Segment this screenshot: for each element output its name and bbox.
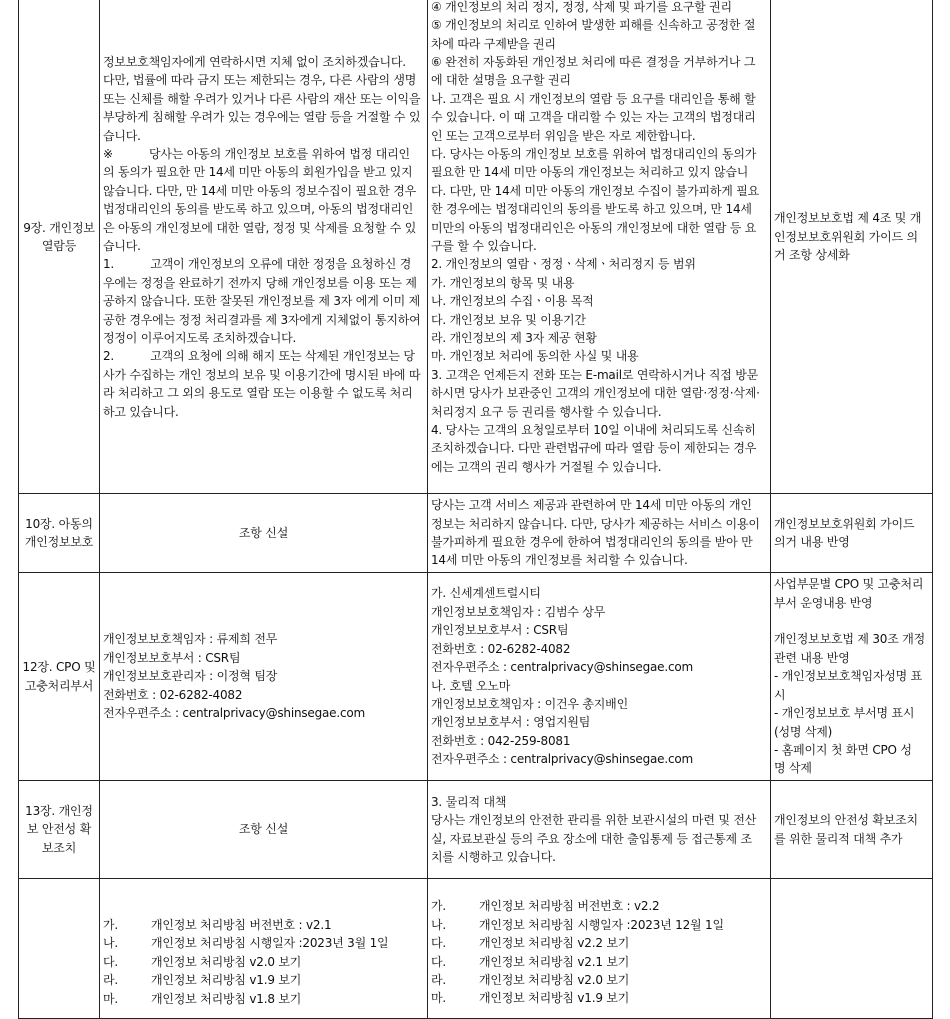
after-cell	[428, 781, 771, 879]
list-item-number: 다.	[431, 954, 447, 969]
text-line: 1. 고객이 개인정보의 오류에 대한 정정을 요청하신 경	[103, 257, 412, 272]
text-line: 거 조항 상세화	[774, 248, 850, 263]
text-line: 필요한 만 14세 미만 아동의 개인정보는 처리하고 있지 않습니	[431, 165, 749, 180]
text-line: 나. 고객은 필요 시 개인정보의 열람 등 요구를 대리인을 통해 할	[431, 91, 756, 106]
text-line: 전자우편주소 : centralprivacy@shinsegae.com	[103, 706, 366, 721]
text-line	[774, 612, 929, 630]
text-line: 개인정보보호법 제 30조 개정	[774, 632, 926, 647]
text-line: 관련 내용 반영	[774, 650, 850, 665]
text-line: 전화번호 : 02-6282-4082	[431, 641, 571, 656]
text-line: 시	[774, 687, 786, 702]
list-item-number: 나.	[431, 917, 447, 932]
text-line: 14세 미만 아동의 개인정보를 처리할 수 있습니다.	[431, 553, 688, 568]
note-cell	[771, 879, 933, 1019]
version-list-item	[431, 897, 767, 915]
text-line: - 홈페이지 첫 화면 CPO 성	[774, 742, 912, 757]
text-line: 개인정보보호책임자 : 김범수 상무	[431, 604, 606, 619]
text-line: 명 삭제	[774, 761, 812, 776]
text-line: 3. 물리적 대책	[431, 794, 507, 809]
before-cell	[100, 573, 428, 781]
text-line: 수 있습니다. 이 때 고객을 대리할 수 있는 자는 고객의 법정대리	[431, 110, 756, 125]
text-line: 라. 개인정보의 제 3자 제공 현황	[431, 331, 597, 346]
list-item-number: 가.	[431, 899, 447, 914]
version-list-item	[103, 971, 424, 989]
text-line: 개인정보보호법 제 4조 및 개	[774, 211, 922, 226]
text-line: 개인정보보호책임자 : 이건우 총지배인	[431, 696, 628, 711]
text-line: 차에 따라 구제받을 권리	[431, 36, 556, 51]
after-cell	[428, 494, 771, 573]
text-line: 전자우편주소 : centralprivacy@shinsegae.com	[431, 660, 694, 675]
version-list-item	[103, 916, 424, 934]
text-line: - 개인정보보호책임자성명 표	[774, 669, 923, 684]
list-item-text: 개인정보 처리방침 v1.9 보기	[151, 973, 302, 988]
list-item-text: 개인정보 처리방침 v2.0 보기	[479, 972, 630, 987]
section-cell: 12장. CPO 및 고충처리부서	[19, 573, 100, 781]
text-line: 나. 개인정보의 수집ㆍ이용 목적	[431, 294, 594, 309]
text-line: 부당하게 침해할 우려가 있는 경우에는 열람 등을 거절할 수 있	[103, 110, 421, 125]
text-line: 정정이 이루어지도록 조치하겠습니다.	[103, 331, 297, 346]
list-item-number: 다.	[431, 936, 447, 951]
text-line: 또는 신체를 해할 우려가 있거나 다른 사람의 재산 또는 이익을	[103, 91, 421, 106]
text-line: 습니다.	[103, 239, 141, 253]
version-list-item	[431, 934, 767, 952]
text-line: 에는 고객의 권리 행사가 거절될 수 있습니다.	[431, 459, 662, 474]
text-line: 전화번호 : 042-259-8081	[431, 733, 571, 748]
text-line: 의 동의가 필요한 만 14세 미만 아동의 회원가입을 받고 있지	[103, 165, 413, 180]
list-item-number: 가.	[103, 917, 119, 932]
text-line: 다. 다만, 만 14세 미만 아동의 개인정보 수집이 불가피하게 필요	[431, 183, 760, 198]
text-line: 습니다.	[103, 128, 141, 143]
text-line: 개인정보보호부서 : 영업지원팀	[431, 715, 591, 730]
text-line: 정보는 처리하지 않습니다. 다만, 당사가 제공하는 서비스 이용이	[431, 516, 760, 531]
list-item-text: 개인정보 처리방침 v2.0 보기	[151, 954, 302, 969]
after-cell	[428, 573, 771, 781]
text-line: 4. 당사는 고객의 요청일로부터 10일 이내에 처리되도록 신속히	[431, 423, 756, 438]
text-line: 인 또는 고객으로부터 위임을 받은 자로 제한합니다.	[431, 128, 696, 143]
text-line: (성명 삭제)	[774, 724, 833, 739]
text-line: 개인정보보호부서 : CSR팀	[103, 650, 241, 665]
list-item-number: 라.	[103, 973, 119, 988]
note-cell	[771, 0, 933, 494]
text-line: 치를 시행하고 있습니다.	[431, 849, 556, 864]
text-line: 개인정보보호관리자 : 이정혁 팀장	[103, 669, 278, 684]
policy-comparison-table	[18, 0, 933, 1019]
version-list-item	[431, 971, 767, 989]
after-cell	[428, 0, 771, 494]
text-line: 나. 호텔 오노마	[431, 678, 511, 693]
text-line: ⑤ 개인정보의 처리로 인하여 발생한 피해를 신속하고 공정한 절	[431, 18, 756, 33]
text-line: 법정대리인의 동의를 받도록 하고 있으며, 아동의 법정대리인	[103, 202, 414, 217]
list-item-text: 개인정보 처리방침 버전번호 : v2.2	[479, 899, 660, 914]
list-item-text: 개인정보 처리방침 시행일자 :2023년 3월 1일	[151, 936, 389, 951]
text-line: ④ 개인정보의 처리 정지, 정정, 삭제 및 파기를 요구할 권리	[431, 0, 732, 14]
text-line: 공하지 않습니다. 또한 잘못된 개인정보를 제 3자 에게 이미 제	[103, 294, 420, 309]
text-line: 우에는 정정을 완료하기 전까지 당해 개인정보를 이용 또는 제	[103, 275, 417, 290]
text-line: 다. 개인정보 보유 및 이용기간	[431, 312, 586, 327]
version-list-item	[431, 989, 767, 1007]
list-item-text: 개인정보 처리방침 시행일자 :2023년 12월 1일	[479, 917, 724, 932]
section-cell: 13장. 개인정보 안전성 확보조치	[19, 781, 100, 879]
text-line: 은 아동의 개인정보에 대한 열람, 정정 및 삭제를 요청할 수 있	[103, 220, 417, 235]
text-line: 의거 내용 반영	[774, 535, 850, 549]
text-line: 2. 개인정보의 열람ㆍ정정ㆍ삭제ㆍ처리정지 등 범위	[431, 257, 696, 272]
before-cell: 조항 신설	[100, 781, 428, 879]
section-cell: 9장. 개인정보 열람등	[19, 0, 100, 494]
list-item-number: 나.	[103, 936, 119, 951]
text-line: 실, 자료보관실 등의 주요 장소에 대한 출입통제 등 접근통제 조	[431, 831, 752, 846]
version-list-item	[431, 916, 767, 934]
list-item-text: 개인정보 처리방침 v2.2 보기	[479, 936, 630, 951]
text-line: 미만의 아동의 법정대리인은 아동의 개인정보에 대한 열람 등 요	[431, 220, 757, 235]
text-line: 정보보호책임자에게 연락하시면 지체 없이 조치하겠습니다.	[103, 54, 406, 69]
list-item-text: 개인정보 처리방침 v1.8 보기	[151, 991, 302, 1006]
text-line: 불가피하게 필요한 경우에 한하여 법정대리인의 동의를 받아 만	[431, 535, 753, 549]
list-item-text: 개인정보 처리방침 버전번호 : v2.1	[151, 917, 332, 932]
text-line: 라 처리하고 그 외의 용도로 열람 또는 이용할 수 없도록 처리	[103, 386, 413, 401]
text-line: ※ 당사는 아동의 개인정보 보호를 위하여 법정 대리인	[103, 146, 410, 161]
text-line: 개인정보보호부서 : CSR팀	[431, 623, 569, 638]
version-list-item	[103, 953, 424, 971]
version-list-item	[103, 934, 424, 952]
before-cell	[100, 0, 428, 494]
text-line: 3. 고객은 언제든지 전화 또는 E-mail로 연락하시거나 직접 방문	[431, 367, 759, 382]
list-item-number: 라.	[431, 972, 447, 987]
version-list-item	[431, 953, 767, 971]
text-line: 조치하겠습니다. 다만 관련법규에 따라 열람 등이 제한되는 경우	[431, 441, 757, 456]
text-line: 가. 개인정보의 항목 및 내용	[431, 275, 575, 290]
text-line: 하고 있습니다.	[103, 404, 179, 419]
list-item-number: 마.	[431, 991, 447, 1006]
text-line: 인정보보호위원회 가이드 의	[774, 229, 918, 244]
table-row-section-9	[19, 0, 933, 494]
text-line: 사가 수집하는 개인 정보의 보유 및 이용기간에 명시된 바에 따	[103, 367, 421, 382]
text-line: 한 경우에는 법정대리인의 동의를 받도록 하고 있으며, 만 14세	[431, 202, 752, 217]
text-line: 가. 신세계센트럴시티	[431, 586, 541, 601]
section-cell	[19, 879, 100, 1019]
text-line: 구를 할 수 있습니다.	[431, 239, 537, 253]
before-cell: 조항 신설	[100, 494, 428, 573]
table-row-section-10	[19, 494, 933, 573]
text-line: 에 대한 설명을 요구할 권리	[431, 73, 571, 88]
list-item-number: 마.	[103, 991, 119, 1006]
text-line: 개인정보보호위원회 가이드	[774, 516, 915, 531]
after-cell	[428, 879, 771, 1019]
before-cell	[100, 879, 428, 1019]
text-line: 개인정보보호책임자 : 류제희 전무	[103, 632, 278, 647]
list-item-text: 개인정보 처리방침 v2.1 보기	[479, 954, 630, 969]
text-line: 다. 당사는 아동의 개인정보 보호를 위하여 법정대리인의 동의가	[431, 146, 757, 161]
text-line: 를 위한 물리적 대책 추가	[774, 831, 903, 846]
note-cell	[771, 781, 933, 879]
text-line: 개인정보의 안전성 확보조치	[774, 813, 918, 828]
text-line: 전자우편주소 : centralprivacy@shinsegae.com	[431, 752, 694, 767]
text-line: - 개인정보보호 부서명 표시	[774, 706, 915, 721]
text-line: 하시면 당사가 보관중인 고객의 개인정보에 대한 열람·정정·삭제·	[431, 386, 760, 401]
text-line: 처리정지 요구 등 권리를 행사할 수 있습니다.	[431, 404, 662, 419]
text-line: 전화번호 : 02-6282-4082	[103, 687, 243, 702]
text-line: 공한 경우에는 정정 처리결과를 제 3자에게 지체없이 통지하여	[103, 312, 421, 327]
table-row-version-history	[19, 879, 933, 1019]
text-line: 마. 개인정보 처리에 동의한 사실 및 내용	[431, 349, 639, 364]
text-line: 사업부문별 CPO 및 고충처리	[774, 577, 924, 592]
text-line: 않습니다. 다만, 만 14세 미만 아동의 정보수집이 필요한 경우	[103, 183, 417, 198]
list-item-text: 개인정보 처리방침 v1.9 보기	[479, 991, 630, 1006]
section-cell: 10장. 아동의 개인정보보호	[19, 494, 100, 573]
list-item-number: 다.	[103, 954, 119, 969]
version-list-item	[103, 990, 424, 1008]
table-row-section-12	[19, 573, 933, 781]
note-cell	[771, 573, 933, 781]
text-line: 부서 운영내용 반영	[774, 595, 873, 610]
text-line: 2. 고객의 요청에 의해 해지 또는 삭제된 개인정보는 당	[103, 349, 415, 364]
text-line: 다만, 법률에 따라 금지 또는 제한되는 경우, 다른 사람의 생명	[103, 73, 417, 88]
note-cell	[771, 494, 933, 573]
table-row-section-13	[19, 781, 933, 879]
text-line: 당사는 고객 서비스 제공과 관련하여 만 14세 미만 아동의 개인	[431, 498, 752, 513]
text-line: 당사는 개인정보의 안전한 관리를 위한 보관시설의 마련 및 전산	[431, 813, 757, 828]
text-line: ⑥ 완전히 자동화된 개인정보 처리에 따른 결정을 거부하거나 그	[431, 54, 756, 69]
